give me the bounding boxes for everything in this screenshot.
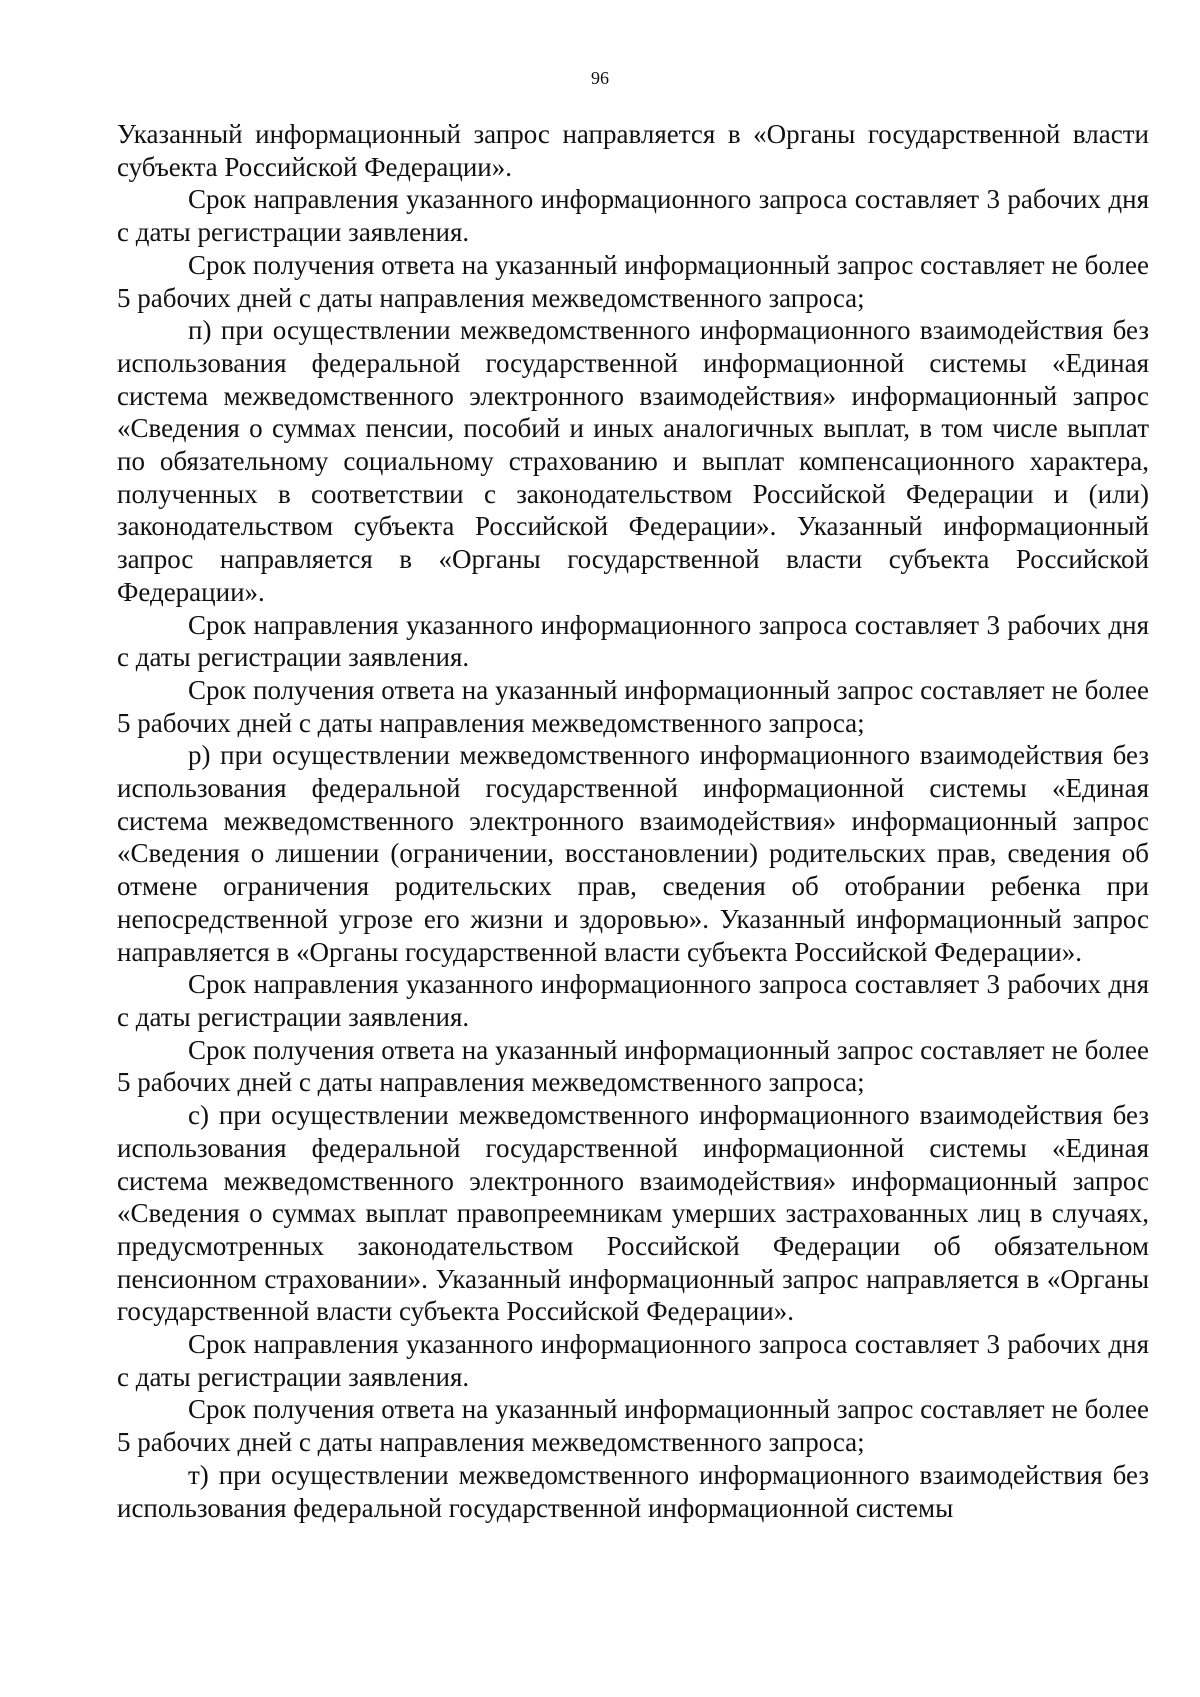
page-number: 96 [591,68,609,88]
document-body [117,118,1149,1524]
paragraph-response-deadline: Срок получения ответа на указанный информационный запрос составляет не более 5 рабочих дней с даты направления межведомственного запроса; [117,1034,1149,1098]
paragraph-response-deadline: Срок получения ответа на указанный информационный запрос составляет не более 5 рабочих дней с даты направления межведомственного запроса; [117,1394,1149,1458]
paragraph-sending-deadline: Срок направления указанного информационного запроса составляет 3 рабочих дня с даты регистрации заявления. [117,1329,1149,1392]
paragraph-item-t: т) при осуществлении межведомственного информационного взаимодействия без использования федеральной государственной информационной системы [117,1459,1149,1523]
paragraph-item-r: р) при осуществлении межведомственного информационного взаимодействия без использования федеральной государственной информационной системы «Единая система межведомственного электронного взаимодействия» информационный запрос «Сведения о лишении (ограничении, восстановлении) родительских прав, сведения об отмене ограничения родительских прав, сведения об отобрании ребенка при непосредственной угрозе его жизни и здоровью». Указанный информационный запрос направляется в «Органы государственной власти субъекта Российской Федерации». [117,740,1149,967]
paragraph-response-deadline: Срок получения ответа на указанный информационный запрос составляет не более 5 рабочих дней с даты направления межведомственного запроса; [117,674,1149,738]
paragraph-item-p: п) при осуществлении межведомственного информационного взаимодействия без использования федеральной государственной информационной системы «Единая система межведомственного электронного взаимодействия» информационный запрос «Сведения о суммах пенсии, пособий и иных аналогичных выплат, в том числе выплат по обязательному социальному страхованию и выплат компенсационного характера, полученных в соответствии с законодательством Российской Федерации и (или) законодательством субъекта Российской Федерации». Указанный информационный запрос направляется в «Органы государственной власти субъекта Российской Федерации». [117,315,1149,607]
paragraph-continuation-request-destination: Указанный информационный запрос направляется в «Органы государственной власти субъекта Российской Федерации». [117,119,1149,182]
paragraph-item-s: с) при осуществлении межведомственного информационного взаимодействия без использования федеральной государственной информационной системы «Единая система межведомственного электронного взаимодействия» информационный запрос «Сведения о суммах выплат правопреемникам умерших застрахованных лиц в случаях, предусмотренных законодательством Российской Федерации об обязательном пенсионном страховании». Указанный информационный запрос направляется в «Органы государственной власти субъекта Российской Федерации». [117,1100,1149,1327]
paragraph-sending-deadline: Срок направления указанного информационного запроса составляет 3 рабочих дня с даты регистрации заявления. [117,969,1149,1032]
paragraph-sending-deadline: Срок направления указанного информационного запроса составляет 3 рабочих дня с даты регистрации заявления. [117,609,1149,673]
paragraph-sending-deadline: Срок направления указанного информационного запроса составляет 3 рабочих дня с даты регистрации заявления. [117,184,1149,248]
paragraph-response-deadline: Срок получения ответа на указанный информационный запрос составляет не более 5 рабочих дней с даты направления межведомственного запроса; [117,249,1149,313]
